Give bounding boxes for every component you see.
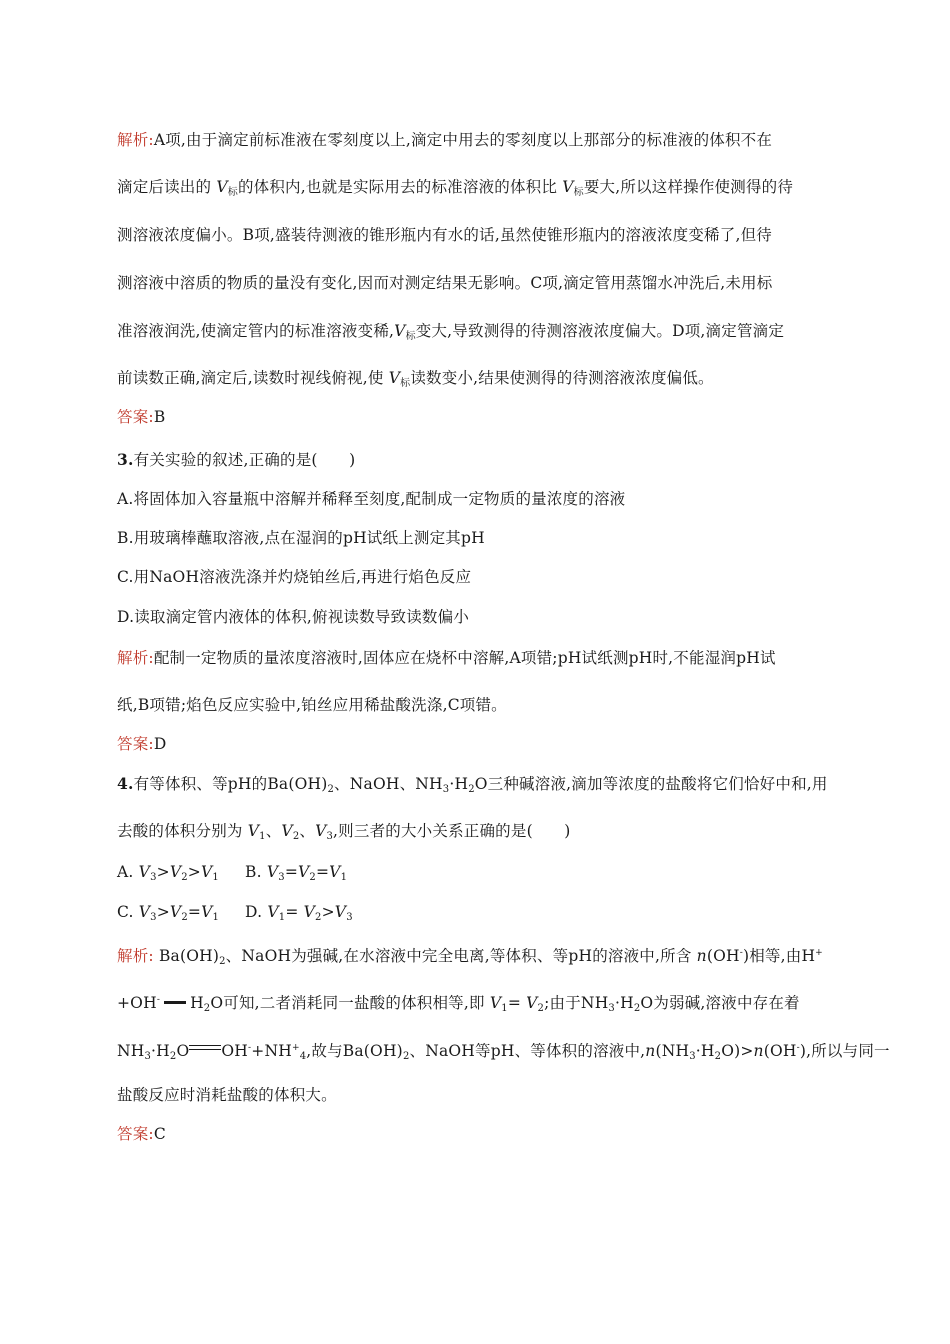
subscript: 2 (181, 912, 188, 923)
q4-stem-line-1 (117, 774, 828, 800)
q2-analysis-line-2 (117, 177, 793, 203)
subscript: 2 (315, 912, 322, 923)
analysis-text: ·H (614, 994, 634, 1012)
analysis-text: 滴定后读出的 (117, 178, 217, 196)
operator: = (284, 863, 299, 881)
q4-options-row-1 (117, 862, 348, 888)
subscript: 3 (442, 784, 450, 795)
analysis-text: 配制一定物质的量浓度溶液时,固体应在烧杯中溶解,A项错;pH试纸测pH时,不能湿润pH试 (153, 649, 776, 667)
q4-option-c (117, 903, 219, 921)
analysis-label: 解析: (117, 947, 154, 965)
variable-v: V (298, 863, 310, 881)
subscript: 3 (150, 912, 157, 923)
option-prefix: B. (245, 863, 267, 881)
q4-analysis-line-4: 盐酸反应时消耗盐酸的体积大。 (117, 1086, 337, 1104)
subscript: 标 (573, 187, 584, 198)
analysis-label: 解析: (117, 131, 154, 149)
analysis-text: (NH (655, 1042, 690, 1060)
analysis-text: ;由于NH (544, 994, 609, 1012)
variable-v: V (200, 863, 213, 881)
subscript: 3 (278, 872, 285, 883)
subscript: 2 (292, 831, 300, 842)
q2-answer (117, 407, 165, 427)
subscript: 2 (402, 1051, 410, 1062)
variable-v: V (334, 903, 347, 921)
q3-analysis-line-2: 纸,B项错;焰色反应实验中,铂丝应用稀盐酸洗涤,C项错。 (117, 696, 507, 714)
operator: > (156, 903, 170, 921)
analysis-text: OH (221, 1042, 249, 1060)
separator: 、 (265, 822, 282, 840)
stem-text: 、NaOH、NH (334, 775, 443, 793)
stem-text: 去酸的体积分别为 (117, 822, 248, 840)
q2-analysis-line-3 (117, 225, 772, 245)
q4-option-d (245, 902, 353, 928)
analysis-text: H (190, 994, 204, 1012)
equilibrium-arrow-icon (189, 1043, 221, 1053)
q2-analysis-line-6 (117, 368, 714, 394)
analysis-text: O)> (721, 1042, 754, 1060)
variable-v: V (138, 903, 151, 921)
analysis-text: A项,由于滴定前标准液在零刻度以上,滴定中用去的零刻度以上那部分的标准液的体积不在 (153, 131, 773, 149)
operator: = (315, 863, 330, 881)
analysis-text: ·H (151, 1042, 170, 1060)
q4-option-b (245, 862, 347, 888)
answer-label: 答案: (117, 1125, 154, 1143)
question-number: 4. (117, 774, 134, 793)
q3-answer (117, 734, 166, 754)
subscript: 2 (169, 1051, 177, 1062)
analysis-text: +NH (251, 1042, 292, 1060)
variable-n: n (696, 947, 707, 965)
option-prefix: C. (117, 903, 139, 921)
q2-analysis-line-4 (117, 273, 772, 293)
variable-v: V (526, 994, 538, 1012)
analysis-text: )相等,由H (742, 947, 816, 965)
variable-v: V (315, 822, 327, 840)
analysis-text: 测溶液中溶质的物质的量没有变化,因而对测定结果无影响。C项,滴定管用蒸馏水冲洗后,未用标 (117, 274, 773, 292)
superscript: - (248, 1043, 252, 1053)
subscript: 3 (144, 1051, 152, 1062)
q2-analysis-line-5 (117, 321, 784, 347)
subscript: 2 (714, 1051, 722, 1062)
q3-option-d: D.读取滴定管内液体的体积,俯视读数导致读数偏小 (117, 608, 470, 626)
q4-stem-line-2 (117, 821, 570, 847)
variable-n: n (753, 1042, 764, 1060)
subscript: 2 (327, 784, 335, 795)
subscript: 标 (227, 187, 238, 198)
variable-v: V (281, 822, 293, 840)
variable-v: V (247, 822, 260, 840)
analysis-text: ·H (695, 1042, 715, 1060)
analysis-text: +OH (117, 994, 157, 1012)
superscript: - (739, 948, 743, 958)
analysis-text: 要大,所以这样操作使测得的待 (583, 178, 794, 196)
stem-text: ,则三者的大小关系正确的是( ) (333, 822, 571, 840)
subscript: 3 (346, 912, 353, 923)
q4-analysis-line-3 (117, 1038, 890, 1067)
analysis-text: NH (117, 1042, 145, 1060)
analysis-text: 准溶液润洗,使滴定管内的标准溶液变稀, (117, 322, 395, 340)
analysis-label: 解析: (117, 649, 154, 667)
analysis-text: 测溶液浓度偏小。B项,盛装待测液的锥形瓶内有水的话,虽然使锥形瓶内的溶液浓度变稀了,但待 (117, 226, 772, 244)
variable-v: V (267, 903, 279, 921)
analysis-text: O为弱碱,溶液中存在着 (640, 994, 800, 1012)
operator: > (321, 903, 335, 921)
variable-v: V (169, 863, 182, 881)
analysis-text: O (176, 1042, 190, 1060)
subscript: 1 (212, 872, 219, 883)
operator: > (187, 863, 201, 881)
variable-v: V (201, 903, 213, 921)
subscript: 1 (340, 872, 348, 883)
subscript: 1 (501, 1003, 508, 1014)
analysis-text: 读数变小,结果使测得的待测溶液浓度偏低。 (410, 369, 714, 387)
subscript: 标 (405, 331, 416, 342)
analysis-text: (OH (763, 1042, 797, 1060)
analysis-text: 、NaOH为强碱,在水溶液中完全电离,等体积、等pH的溶液中,所含 (225, 947, 697, 965)
stem-text: O三种碱溶液,滴加等浓度的盐酸将它们恰好中和,用 (474, 775, 828, 793)
q2-analysis-line-1 (117, 130, 772, 150)
subscript: 2 (537, 1003, 545, 1014)
subscript: 3 (689, 1051, 696, 1062)
variable-v: V (562, 178, 574, 196)
variable-v: V (266, 863, 279, 881)
subscript: 2 (181, 872, 188, 883)
analysis-text: 的体积内,也就是实际用去的标准溶液的体积比 (237, 178, 563, 196)
analysis-text: O可知,二者消耗同一盐酸的体积相等,即 (210, 994, 490, 1012)
subscript: 2 (309, 872, 316, 883)
q3-option-a: A.将固体加入容量瓶中溶解并稀释至刻度,配制成一定物质的量浓度的溶液 (117, 490, 626, 508)
subscript: 1 (278, 912, 286, 923)
separator: 、 (299, 822, 316, 840)
analysis-text: ,故与Ba(OH) (306, 1042, 403, 1060)
q4-option-a (117, 863, 219, 881)
option-prefix: D. (245, 903, 268, 921)
subscript: 1 (212, 912, 220, 923)
subscript: 2 (203, 1003, 211, 1014)
answer-value: C (153, 1125, 166, 1143)
superscript: - (796, 1043, 800, 1053)
analysis-text: Ba(OH) (153, 947, 220, 965)
operator: > (156, 863, 170, 881)
analysis-text: 、NaOH等pH、等体积的溶液中, (409, 1042, 646, 1060)
subscript: 标 (400, 378, 411, 389)
reaction-arrow-icon (164, 1001, 186, 1004)
subscript: 2 (468, 784, 475, 795)
variable-v: V (216, 178, 228, 196)
subscript: 4 (299, 1051, 307, 1062)
subscript: 3 (150, 872, 157, 883)
q4-analysis-line-2 (117, 990, 800, 1019)
variable-n: n (645, 1042, 656, 1060)
subscript: 3 (608, 1003, 615, 1014)
q4-answer (117, 1124, 166, 1144)
question-stem: 有关实验的叙述,正确的是( ) (133, 451, 356, 469)
subscript: 1 (259, 831, 266, 842)
variable-v: V (138, 863, 151, 881)
variable-v: V (329, 863, 341, 881)
variable-v: V (394, 322, 406, 340)
analysis-text: ),所以与同一 (799, 1042, 890, 1060)
subscript: 3 (326, 831, 334, 842)
answer-label: 答案: (117, 735, 154, 753)
q4-options-row-2 (117, 902, 353, 928)
question-number: 3. (117, 450, 134, 469)
answer-value: D (153, 735, 167, 753)
operator: = (285, 903, 304, 921)
analysis-text: 前读数正确,滴定后,读数时视线俯视,使 (117, 369, 389, 387)
answer-value: B (153, 408, 166, 426)
q4-analysis-line-1 (117, 943, 823, 972)
subscript: 2 (219, 956, 226, 967)
operator: = (507, 994, 527, 1012)
analysis-text: 变大,导致测得的待测溶液浓度偏大。D项,滴定管滴定 (415, 322, 785, 340)
stem-text: ·H (449, 775, 469, 793)
variable-v: V (169, 903, 182, 921)
variable-v: V (303, 903, 316, 921)
option-prefix: A. (117, 863, 139, 881)
subscript: 2 (633, 1003, 641, 1014)
analysis-text: (OH (706, 947, 740, 965)
variable-v: V (388, 369, 401, 387)
answer-label: 答案: (117, 408, 154, 426)
stem-text: 有等体积、等pH的Ba(OH) (133, 775, 328, 793)
q3-analysis-line-1 (117, 648, 776, 668)
superscript: + (815, 948, 823, 958)
q3-option-c: C.用NaOH溶液洗涤并灼烧铂丝后,再进行焰色反应 (117, 568, 472, 586)
q3-stem (117, 450, 355, 470)
superscript: + (291, 1043, 300, 1053)
operator: = (187, 903, 202, 921)
q3-option-b: B.用玻璃棒蘸取溶液,点在湿润的pH试纸上测定其pH (117, 529, 485, 547)
variable-v: V (489, 994, 502, 1012)
superscript: - (156, 995, 161, 1005)
